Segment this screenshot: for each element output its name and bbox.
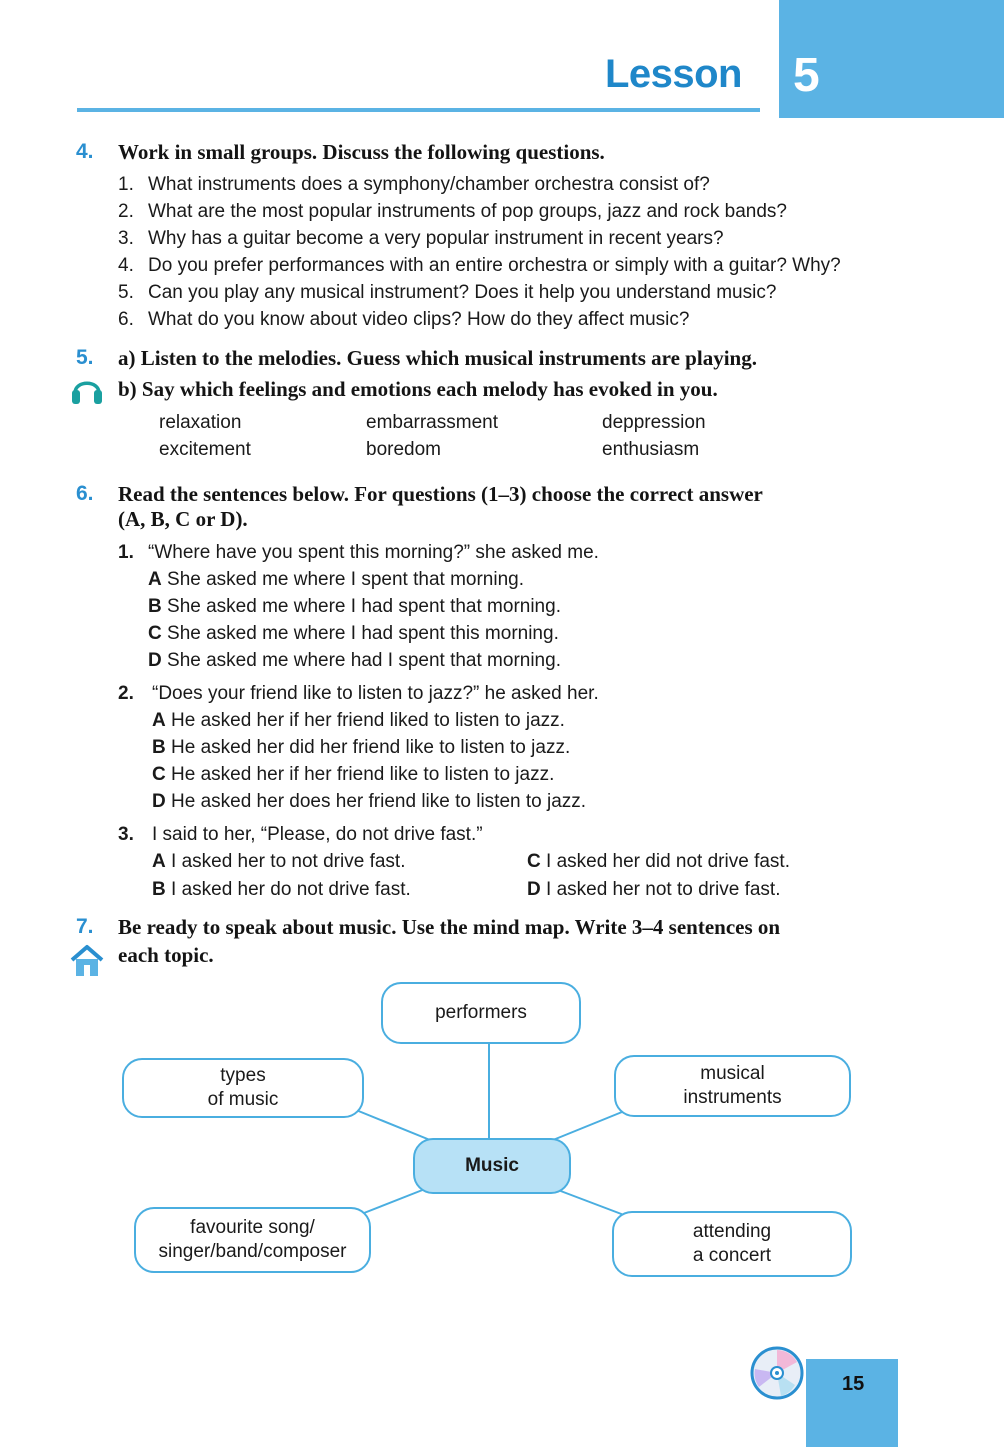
emotion-word: boredom [366,439,441,460]
task-5-heading-b: b) Say which feelings and emotions each melody has evoked in you. [118,377,718,401]
answer-option: C He asked her if her friend like to listen to jazz. [152,764,555,785]
mind-map-node-types: types of music [122,1058,364,1118]
answer-option: B She asked me where I had spent that morning. [148,596,561,617]
page-number: 15 [842,1373,865,1395]
answer-option: A He asked her if her friend liked to listen to jazz. [152,710,565,731]
cd-icon [749,1345,805,1401]
mind-map-node-favourite: favourite song/ singer/band/composer [134,1207,371,1273]
task-7-heading-line1: Be ready to speak about music. Use the mind map. Write 3–4 sentences on [118,915,781,939]
answer-option: B He asked her did her friend like to listen to jazz. [152,737,571,758]
item-prompt: I said to her, “Please, do not drive fast.” [152,824,483,845]
item-prompt: “Where have you spent this morning?” she asked me. [148,542,599,563]
lesson-number: 5 [793,49,820,102]
answer-option: A I asked her to not drive fast. [152,851,406,872]
mind-map-node-instruments: musical instruments [614,1055,851,1117]
task-5-heading-a: a) Listen to the melodies. Guess which musical instruments are playing. [118,346,757,370]
item-number: 1. [118,542,134,563]
answer-option: B I asked her do not drive fast. [152,879,411,900]
item-prompt: “Does your friend like to listen to jazz?” he asked her. [152,683,599,704]
page-number-tab [806,1359,898,1447]
item-number: 3. [118,824,134,845]
emotion-word: relaxation [159,412,242,433]
task-6-heading-line1: Read the sentences below. For questions (1–3) choose the correct answer [118,482,763,506]
list-item: 1. What instruments does a symphony/chamber orchestra consist of? [118,174,710,195]
mind-map-node-performers: performers [381,982,581,1044]
task-6-heading-line2: (A, B, C or D). [118,507,248,531]
emotion-word: embarrassment [366,412,498,433]
mind-map-node-concert: attending a concert [612,1211,852,1277]
task-4-number: 4. [76,140,94,163]
list-item: 5. Can you play any musical instrument? Does it help you understand music? [118,282,777,303]
answer-option: A She asked me where I spent that morning. [148,569,524,590]
emotion-word: excitement [159,439,251,460]
answer-option: D He asked her does her friend like to listen to jazz. [152,791,587,812]
answer-option: D She asked me where had I spent that morning. [148,650,561,671]
item-number: 2. [118,683,134,704]
emotion-word: enthusiasm [602,439,700,460]
list-item: 6. What do you know about video clips? How do they affect music? [118,309,690,330]
answer-option: C I asked her did not drive fast. [527,851,790,872]
task-7-number: 7. [76,915,94,938]
list-item: 4. Do you prefer performances with an entire orchestra or simply with a guitar? Why? [118,255,841,276]
task-7-heading-line2: each topic. [118,943,214,967]
task-6-number: 6. [76,482,94,505]
list-item: 2. What are the most popular instruments of pop groups, jazz and rock bands? [118,201,787,222]
emotion-word: deppression [602,412,706,433]
list-item: 3. Why has a guitar become a very popular instrument in recent years? [118,228,724,249]
lesson-title: Lesson [604,52,742,96]
mind-map-center: Music [413,1138,571,1194]
task-4-heading: Work in small groups. Discuss the following questions. [118,140,605,164]
task-5-number: 5. [76,346,94,369]
answer-option: D I asked her not to drive fast. [527,879,781,900]
answer-option: C She asked me where I had spent this morning. [148,623,559,644]
